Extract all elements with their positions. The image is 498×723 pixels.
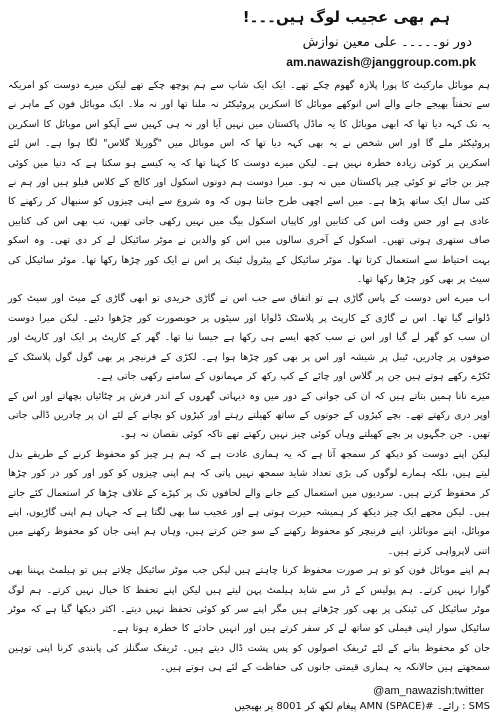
article-byline: دور نو۔۔۔۔۔ علی معین نوازش bbox=[302, 35, 472, 50]
body-paragraph: ہم اپنے موبائل فون کو تو ہر صورت محفوظ کرنا چاہتے ہیں لیکن جب موٹر سائیکل چلاتے ہیں تو ہیلمٹ پہننا بھی گوارا نہیں کرتے۔ ہم پولیس کے ڈر سے شاید ہیلمٹ پہن لیتے ہیں لیکن اپنے تحفظ کا خیال نہیں کرتے۔ ہم لوگ موٹر سائیکل کی ٹینکی پر بھی کور چڑھاتے ہیں مگر اپنے سر کو کوئی تحفظ نہیں دیتے۔ اکثر دیکھا گیا ہے کہ موٹر سائیکل سوار اپنی فیملی کو ساتھ لے کر سفر کرتے ہیں اور انہیں حادثے کا خطرہ ہوتا ہے۔ bbox=[8, 565, 490, 635]
twitter-handle: @am_nawazish:twitter bbox=[373, 685, 484, 697]
body-paragraph: ہم موبائل مارکیٹ کا پورا پلازہ گھوم چکے تھے۔ ایک ایک شاپ سے ہم پوچھ چکے تھے لیکن میرے دوست کو امریکہ سے تحفتاً بھیجے جانے والے اس انوکھے موبائل کا اسکرین پروٹیکٹر نہ ملنا تھا اور نہ ملا۔ ایک موبائل فون کے ماہر نے یہ تک کہہ دیا تھا کہ ابھی موبائل کا یہ ماڈل پاکستان میں نہیں آیا اور نہ ہی کہیں سے آپکو اس موبائل کا اسکرین پروٹیکٹر ملے گا اور اس شخص نے یہ بھی کہہ دیا تھا کہ اس موبائل میں "گوریلا گلاس" لگا ہوا ہے۔ اس لئے اسکرین پر کوئی زیادہ خطرہ نہیں ہے۔ لیکن میرے دوست کا کہنا تھا کہ یہ کیسے ہو سکتا ہے کہ دنیا میں کوئی چیز بن جائے تو کوئی چیز پاکستان میں نہ ہو۔ میرا دوست ہم دونوں اسکول اور کالج کے کلاس فیلو ہیں اور ہم نے کئی سال ایک ساتھ پڑھا ہے۔ میں اسے اچھی طرح جانتا ہوں کہ وہ شروع سے اپنی چیزوں کو سنبھال کر رکھنے کا عادی ہے اور جس وقت اس کی کتابیں اور کاپیاں اسکول بیگ میں نہیں رکھی جاتی تھیں، تب بھی اس کی کتابیں صاف ستھری ہوتی تھیں۔ اسکول کے آخری سالوں میں اس کو والدین نے موٹر سائیکل لے کر دی تھی۔ وہ اسکو بہت احتیاط سے استعمال کرتا تھا۔ موٹر سائیکل کے پیٹرول ٹینک پر اس نے ایک کور چڑھا رکھا تھا۔ موٹر سائیکل کی سیٹ پر بھی کور چڑھا رکھا تھا۔ bbox=[8, 80, 490, 286]
article-page bbox=[8, 6, 490, 717]
body-paragraph: لیکن اپنے دوست کو دیکھ کر سمجھ آتا ہے کہ یہ ہماری عادت ہے کہ ہم ہر چیز کو محفوظ کرنے کے طریقے بدل لیتے ہیں، بلکہ ہمارے لوگوں کی بڑی تعداد شاید سمجھ نہیں پاتی کہ ہم اپنی چیزوں کو کور اور کور در کور چڑھا کر محفوظ کرتے ہیں۔ سردیوں میں استعمال کیے جانے والے لحافوں تک پر کپڑے کے غلاف چڑھا کر استعمال کئے جاتے ہیں۔ لیکن مجھے ایک چیز دیکھ کر ہمیشہ حیرت ہوتی ہے اور عجیب سا بھی لگتا ہے کہ جہاں ہم اپنی گاڑیوں، اپنے موبائل، اپنے موبائلز، اپنے فرنیچر کو محفوظ رکھنے کے سو جتن کرتے ہیں، وہاں ہم اپنی جان کو محفوظ رکھنے میں اتنی لاپرواہی کرتے ہیں۔ bbox=[8, 448, 490, 557]
author-email: am.nawazish@janggroup.com.pk bbox=[286, 55, 476, 69]
sms-instructions: SMS : رائے۔ #AMN (SPACE) پیغام لکھ کر 8001 پر بھیجیں bbox=[234, 701, 490, 712]
body-paragraph: میرے نانا ہمیں بتاتے ہیں کہ ان کی جوانی کے دور میں وہ دیہاتی گھروں کے اندر فرش پر چٹائیاں بچھاتے اور اس کے اوپر دری رکھتے تھے۔ بچے کپڑوں کے جوتوں کے ساتھ کھیلتے رہتے اور کپڑوں کو بچانے کے لئے ان پر چادریں ڈالی جاتی تھیں۔ جن جگہوں پر بچے کھیلتے وہاں کوئی چیز نہیں رکھتے تھے تاکہ کوئی نقصان نہ ہو۔ bbox=[8, 390, 490, 441]
article-footer bbox=[8, 683, 490, 715]
body-paragraph: جان کو محفوظ بنانے کے لئے ٹریفک اصولوں کو پس پشت ڈال دیتے ہیں۔ ٹریفک سگنلز کی پابندی کرنا اپنی توہین سمجھتے ہیں حالانکہ یہ ہماری قیمتی جانوں کی حفاظت کے لئے ہی ہوتے ہیں۔ bbox=[8, 642, 490, 674]
article-body bbox=[8, 76, 490, 678]
body-paragraph: اب میرے اس دوست کے پاس گاڑی ہے تو اتفاق سے جب اس نے گاڑی خریدی تو ابھی گاڑی کے میٹ اور سیٹ کور ڈلوانے گیا تھا۔ اس نے گاڑی کے کارپٹ پر پلاسٹک ڈلوایا اور سیٹوں پر خوبصورت کور چڑھوا دئیے۔ لیکن میرا دوست ان سب کو گھر لے گیا اور اس نے سب کچھ ایسے ہی رکھا ہے جیسا نیا تھا۔ گھر کے کارپٹ پر ایک اور کارپٹ اور صوفوں پر چادریں، ٹیبل پر شیشہ اور اس پر بھی کور چڑھا ہوا ہے۔ لکڑی کے فرنیچر پر بھی گول گول پلاسٹک کے ٹکڑے رکھے ہوتے ہیں جن پر گلاس اور چائے کے کپ رکھ کر مہمانوں کے سامنے رکھی جاتی ہے۔ bbox=[8, 293, 490, 383]
article-title: ہم بھی عجیب لوگ ہیں۔۔۔! bbox=[242, 8, 450, 26]
